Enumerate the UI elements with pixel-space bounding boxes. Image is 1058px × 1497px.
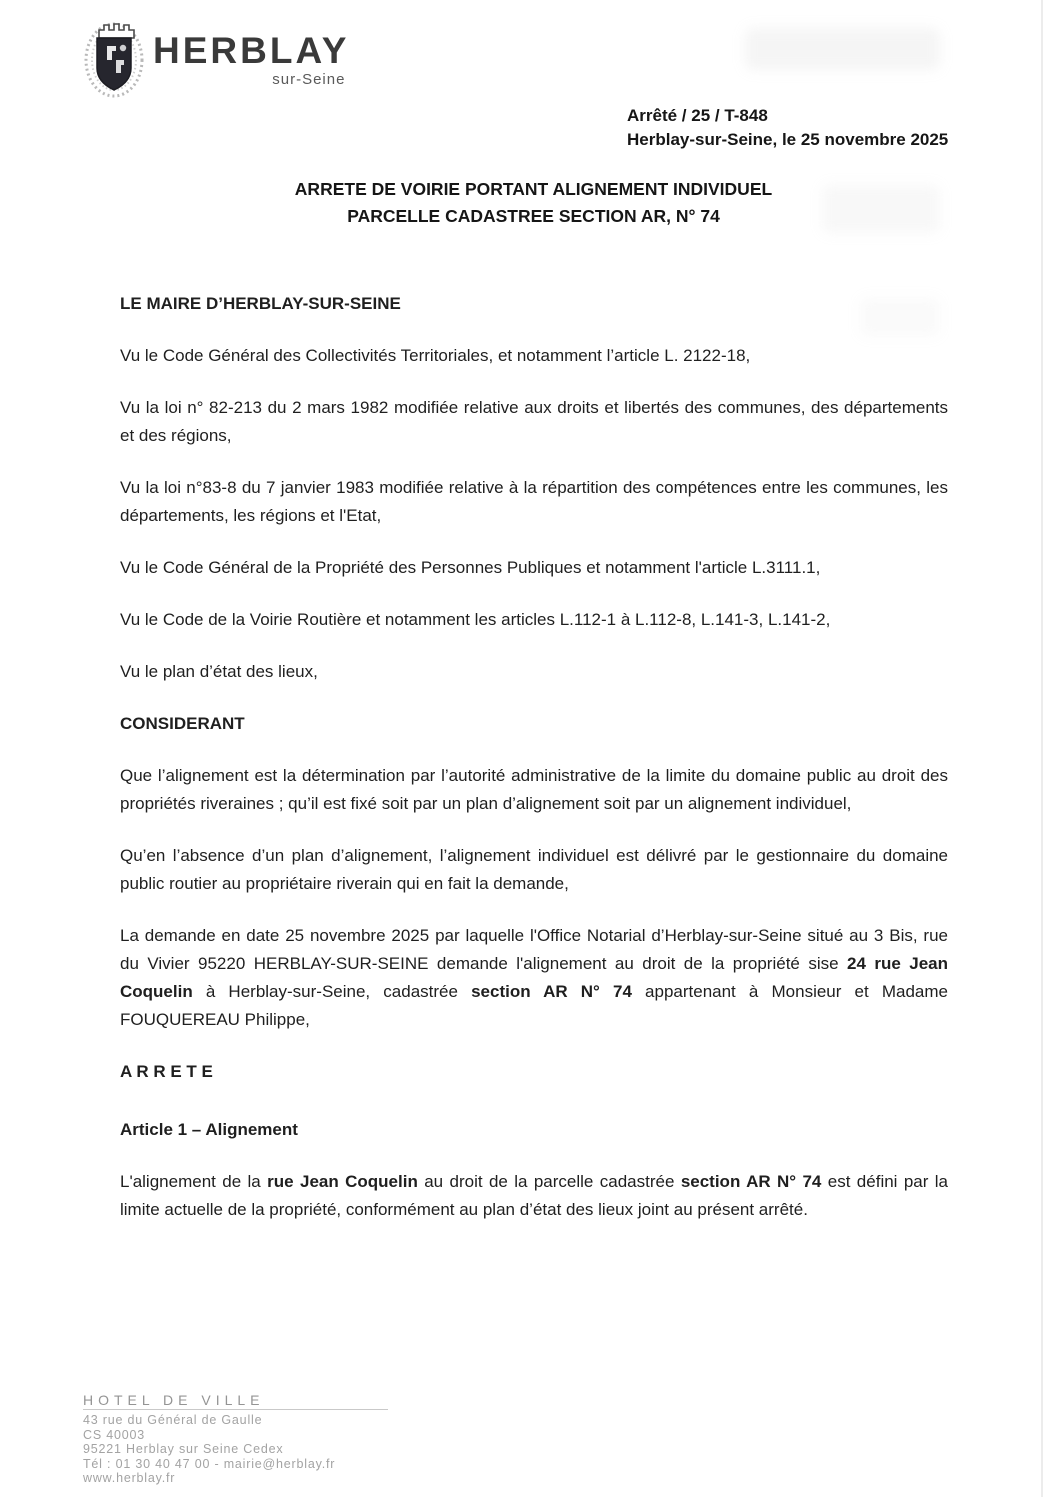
footer-line: 95221 Herblay sur Seine Cedex <box>83 1442 284 1456</box>
header-reference-block <box>627 104 948 152</box>
place-and-date: Herblay-sur-Seine, le 25 novembre 2025 <box>627 130 949 149</box>
arrete-reference: Arrêté / 25 / T-848 <box>627 106 768 125</box>
scan-artifact <box>745 28 940 70</box>
document-paragraph: Vu le Code Général de la Propriété des Personnes Publiques et notamment l'article L.3111.1, <box>120 558 821 577</box>
footer-line: Tél : 01 30 40 47 00 - mairie@herblay.fr <box>83 1456 336 1471</box>
document-heading: CONSIDERANT <box>120 714 245 733</box>
document-body <box>120 290 948 1248</box>
document-paragraph: Qu’en l’absence d’un plan d’alignement, l’alignement individuel est délivré par le gestionnaire du domaine public routier au propriétaire riverain qui en fait la demande, <box>120 846 948 893</box>
document-paragraph: Vu le Code de la Voirie Routière et notamment les articles L.112-1 à L.112-8, L.141-3, L.141-2, <box>120 610 831 629</box>
logo-subtitle: sur-Seine <box>272 71 346 88</box>
footer-line: www.herblay.fr <box>83 1471 176 1485</box>
document-heading: Article 1 – Alignement <box>120 1120 298 1139</box>
document-paragraph: La demande en date 25 novembre 2025 par laquelle l'Office Notarial d’Herblay-sur-Seine situé au 3 Bis, rue du Vivier 95220 HERBLAY-SUR-SEINE demande l'alignement au droit de la propriété sise 24 rue Jean Coquelin à Herblay-sur-Seine, cadastrée section AR N° 74 appartenant à Monsieur et Madame FOUQUEREAU Philippe, <box>120 926 948 1029</box>
scan-edge-line <box>1041 0 1043 1497</box>
footer-title: HOTEL DE VILLE <box>83 1392 265 1408</box>
city-logo <box>83 16 349 100</box>
footer-line: 43 rue du Général de Gaulle <box>83 1413 263 1427</box>
document-paragraph: Que l’alignement est la détermination par l’autorité administrative de la limite du domaine public au droit des propriétés riveraines ; qu’il est fixé soit par un plan d’alignement soit par un alignement individuel, <box>120 766 948 813</box>
document-title-line1: ARRETE DE VOIRIE PORTANT ALIGNEMENT INDIVIDUEL <box>294 179 773 199</box>
footer-rule <box>83 1409 388 1410</box>
coat-of-arms-icon <box>83 16 145 100</box>
document-paragraph: Vu le Code Général des Collectivités Territoriales, et notamment l’article L. 2122-18, <box>120 346 751 365</box>
document-heading: A R R E T E <box>120 1062 213 1081</box>
document-paragraph: Vu la loi n°83-8 du 7 janvier 1983 modifiée relative à la répartition des compétences entre les communes, les départements, les régions et l'Etat, <box>120 478 948 525</box>
footer-lines <box>83 1413 388 1486</box>
document-heading: LE MAIRE D’HERBLAY-SUR-SEINE <box>120 294 401 313</box>
document-paragraph: L'alignement de la rue Jean Coquelin au droit de la parcelle cadastrée section AR N° 74 est défini par la limite actuelle de la propriété, conformément au plan d’état des lieux joint au présent arrêté. <box>120 1172 949 1219</box>
document-paragraph: Vu la loi n° 82-213 du 2 mars 1982 modifiée relative aux droits et libertés des communes, des départements et des régions, <box>120 398 948 445</box>
document-title <box>120 176 947 230</box>
document-paragraph: Vu le plan d’état des lieux, <box>120 662 318 681</box>
logo-city-name: HERBLAY <box>153 30 350 71</box>
footer-line: CS 40003 <box>83 1427 145 1442</box>
document-title-line2: PARCELLE CADASTREE SECTION AR, N° 74 <box>347 206 720 226</box>
footer <box>83 1392 388 1486</box>
